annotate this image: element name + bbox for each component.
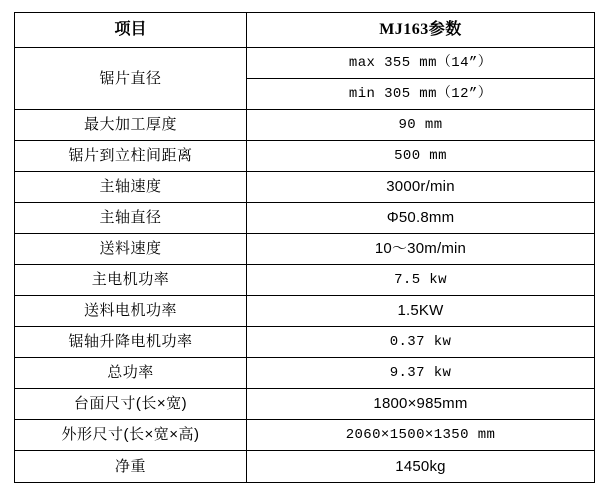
table-row xyxy=(15,420,595,451)
row-label: 主电机功率 xyxy=(15,265,247,296)
specification-table xyxy=(14,12,595,483)
row-value: 90 mm xyxy=(247,110,595,141)
row-label: 总功率 xyxy=(15,358,247,389)
column-header-parameter: MJ163参数 xyxy=(247,13,595,48)
row-value: 3000r/min xyxy=(247,172,595,203)
row-value: 1800×985mm xyxy=(247,389,595,420)
row-value: 9.37 kw xyxy=(247,358,595,389)
row-value: Φ50.8mm xyxy=(247,203,595,234)
row-label: 台面尺寸(长×宽) xyxy=(15,389,247,420)
table-row xyxy=(15,203,595,234)
table-row xyxy=(15,172,595,203)
row-label: 锯片直径 xyxy=(15,48,247,110)
row-value: min 305 mm（12”） xyxy=(247,79,595,110)
row-label: 送料速度 xyxy=(15,234,247,265)
table-body xyxy=(15,48,595,483)
table-row xyxy=(15,110,595,141)
row-value: 10～30m/min xyxy=(247,234,595,265)
row-value: 500 mm xyxy=(247,141,595,172)
table-row xyxy=(15,141,595,172)
row-value: 0.37 kw xyxy=(247,327,595,358)
table-row xyxy=(15,451,595,483)
row-label: 锯轴升降电机功率 xyxy=(15,327,247,358)
row-label: 外形尺寸(长×宽×高) xyxy=(15,420,247,451)
row-label: 最大加工厚度 xyxy=(15,110,247,141)
table-header xyxy=(15,13,595,48)
specification-table-container xyxy=(14,12,594,483)
table-row xyxy=(15,48,595,79)
table-row xyxy=(15,327,595,358)
table-row xyxy=(15,389,595,420)
table-row xyxy=(15,296,595,327)
row-value: max 355 mm（14”） xyxy=(247,48,595,79)
row-value: 2060×1500×1350 mm xyxy=(247,420,595,451)
table-header-row xyxy=(15,13,595,48)
table-row xyxy=(15,234,595,265)
row-label: 净重 xyxy=(15,451,247,483)
row-value: 1450kg xyxy=(247,451,595,483)
table-row xyxy=(15,358,595,389)
table-row xyxy=(15,265,595,296)
row-label: 主轴直径 xyxy=(15,203,247,234)
row-value: 7.5 kw xyxy=(247,265,595,296)
row-label: 主轴速度 xyxy=(15,172,247,203)
column-header-item: 项目 xyxy=(15,13,247,48)
row-value: 1.5KW xyxy=(247,296,595,327)
row-label: 锯片到立柱间距离 xyxy=(15,141,247,172)
row-label: 送料电机功率 xyxy=(15,296,247,327)
